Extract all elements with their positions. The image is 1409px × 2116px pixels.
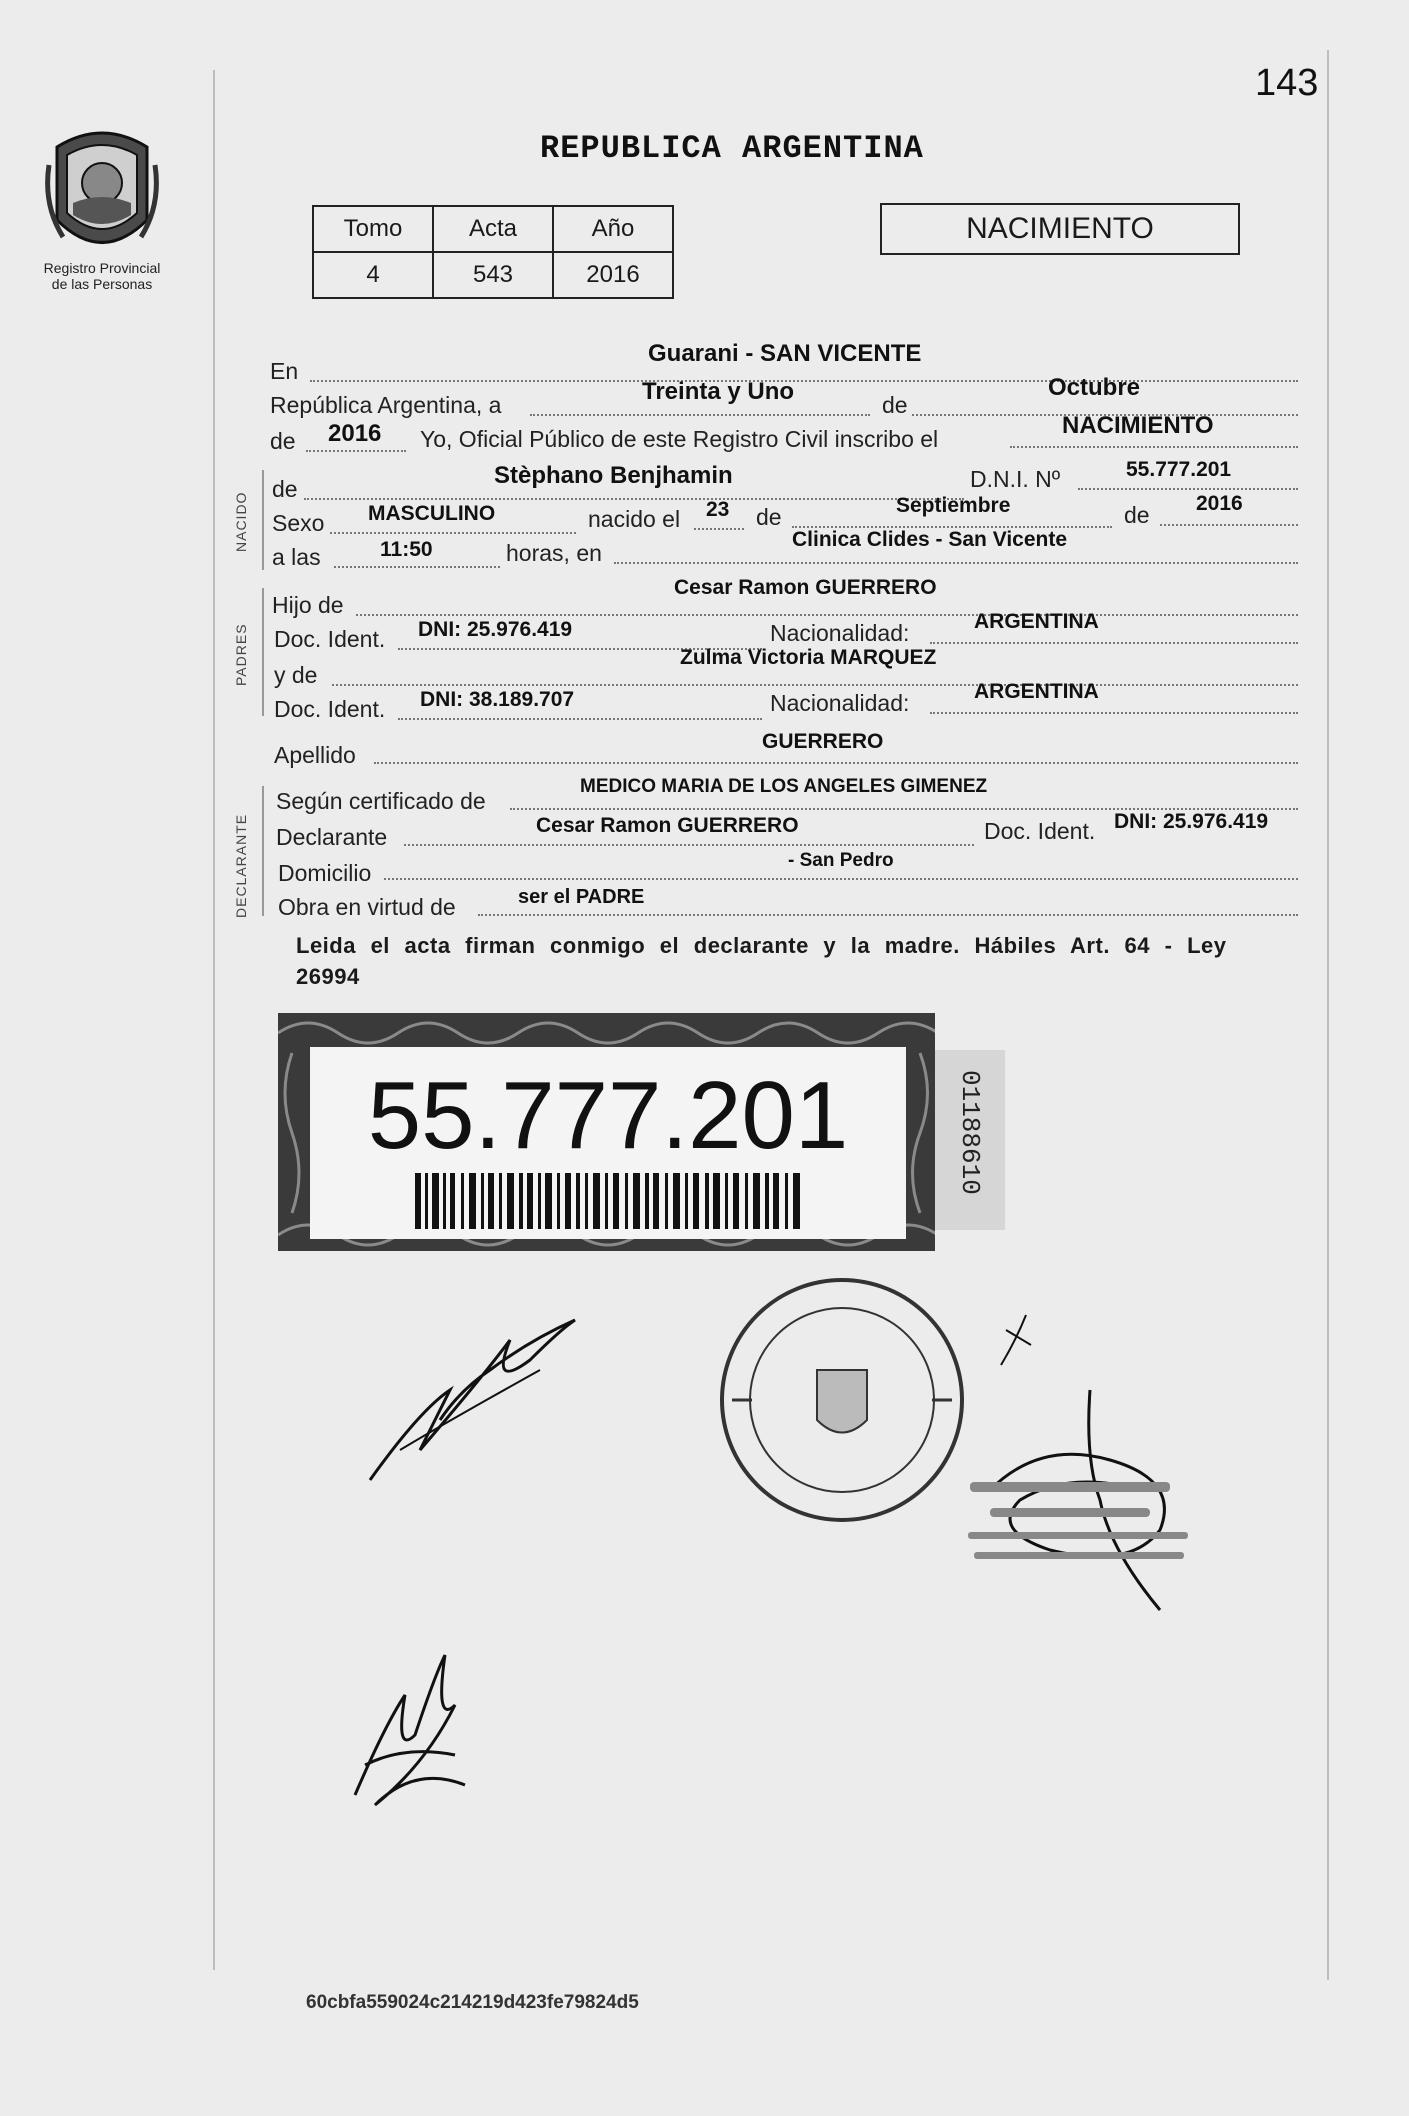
- lugar-nacimiento-value: Clinica Clides - San Vicente: [792, 528, 1068, 551]
- de-label: de: [270, 428, 296, 454]
- dots: [310, 378, 1298, 382]
- segun-certificado-label: Según certificado de: [276, 788, 486, 814]
- tomo-value: 4: [313, 252, 433, 298]
- doc-ident-label: Doc. Ident.: [274, 626, 386, 652]
- nacimiento-mes-value: Septiembre: [896, 494, 1011, 517]
- padre-dni-value: DNI: 25.976.419: [418, 618, 573, 641]
- dots: [1160, 522, 1298, 526]
- signature-bottom-icon: [345, 1635, 485, 1825]
- republica-label: República Argentina, a: [270, 392, 502, 418]
- dots: [478, 912, 1298, 916]
- obra-en-virtud-label: Obra en virtud de: [278, 894, 456, 920]
- nacimiento-anio-value: 2016: [1196, 492, 1243, 515]
- hijo-de-label: Hijo de: [272, 592, 344, 618]
- domicilio-value: - San Pedro: [788, 850, 894, 871]
- dots: [930, 640, 1298, 644]
- declarante-side-label: DECLARANTE: [233, 813, 249, 918]
- dots: [1010, 444, 1298, 448]
- barcode-number: 55.777.201: [367, 1062, 849, 1169]
- small-mark-icon: [996, 1310, 1036, 1370]
- barcode-bars-icon: [415, 1173, 805, 1229]
- localidad-value: Guarani - SAN VICENTE: [648, 340, 922, 367]
- dni-label: D.N.I. Nº: [970, 466, 1061, 492]
- logo-caption-line2: de las Personas: [51, 276, 153, 292]
- nacido-side-label: NACIDO: [233, 491, 249, 552]
- madre-dni-value: DNI: 38.189.707: [420, 688, 575, 711]
- declarante-label: Declarante: [276, 824, 388, 850]
- tomo-header: Tomo: [313, 206, 433, 252]
- a-las-label: a las: [272, 544, 321, 570]
- declarante-dni-value: DNI: 25.976.419: [1114, 810, 1269, 833]
- official-round-stamp-icon: [712, 1270, 972, 1530]
- de-label: de: [272, 476, 298, 502]
- y-de-label: y de: [274, 662, 318, 688]
- dots: [332, 682, 1298, 686]
- declarante-bracket: [262, 786, 264, 916]
- logo-caption-line1: Registro Provincial: [43, 260, 161, 276]
- padre-nombre-value: Cesar Ramon GUERRERO: [674, 576, 937, 599]
- acta-value: 543: [433, 252, 553, 298]
- madre-nombre-value: Zulma Victoria MARQUEZ: [680, 646, 937, 669]
- dni-barcode-sticker: [278, 1013, 935, 1251]
- dni-value: 55.777.201: [1126, 458, 1232, 481]
- dots: [930, 710, 1298, 714]
- barcode-label: [310, 1047, 906, 1239]
- nacionalidad-label: Nacionalidad:: [770, 690, 910, 716]
- left-margin-line: [213, 70, 215, 1970]
- dots: [1078, 486, 1298, 490]
- closing-note: Leida el acta firman conmigo el declarante y la madre. Hábiles Art. 64 - Ley 26994: [296, 933, 1227, 989]
- dots: [334, 564, 500, 568]
- doc-ident-label: Doc. Ident.: [274, 696, 386, 722]
- inscripcion-tipo-value: NACIMIENTO: [1062, 412, 1214, 439]
- serial-number-strip: [935, 1050, 1005, 1230]
- dots: [694, 526, 744, 530]
- padres-side-label: PADRES: [233, 623, 249, 686]
- apellido-label: Apellido: [274, 742, 356, 768]
- anio-inscripcion-value: 2016: [328, 420, 382, 447]
- acta-header: Acta: [433, 206, 553, 252]
- obra-value: ser el PADRE: [518, 886, 645, 908]
- dia-value: Treinta y Uno: [642, 378, 795, 405]
- nacimiento-dia-value: 23: [706, 498, 730, 521]
- declarante-nombre-value: Cesar Ramon GUERRERO: [536, 814, 799, 837]
- registry-logo: [38, 125, 166, 292]
- dots: [404, 842, 974, 846]
- domicilio-label: Domicilio: [278, 860, 372, 886]
- anio-header: Año: [553, 206, 673, 252]
- dots: [356, 612, 1298, 616]
- de-label: de: [1124, 502, 1150, 528]
- provincial-seal-icon: [43, 125, 161, 260]
- sexo-value: MASCULINO: [368, 502, 496, 525]
- signature-left-icon: [360, 1300, 580, 1490]
- dots: [304, 496, 964, 500]
- nacido-bracket: [262, 470, 264, 570]
- declarante-doc-label: Doc. Ident.: [984, 818, 1096, 844]
- apellido-value: GUERRERO: [762, 730, 884, 753]
- right-margin-line: [1327, 50, 1329, 1980]
- dots: [330, 530, 576, 534]
- oficial-text: Yo, Oficial Público de este Registro Civil inscribo el: [420, 426, 939, 452]
- en-label: En: [270, 358, 299, 384]
- hora-value: 11:50: [380, 538, 433, 561]
- dots: [398, 716, 762, 720]
- anio-value: 2016: [553, 252, 673, 298]
- serial-number: 01188610: [955, 1070, 985, 1195]
- de-label: de: [756, 504, 782, 530]
- officer-stamp-text-icon: [960, 1470, 1220, 1580]
- de-label: de: [882, 392, 908, 418]
- dots: [530, 412, 870, 416]
- horas-en-label: horas, en: [506, 540, 602, 566]
- padre-nacionalidad-value: ARGENTINA: [974, 610, 1099, 633]
- document-hash: 60cbfa559024c214219d423fe79824d5: [306, 1992, 639, 2013]
- dots: [614, 560, 1298, 564]
- record-reference-table: [312, 205, 674, 299]
- sexo-label: Sexo: [272, 510, 325, 536]
- dots: [384, 876, 1298, 880]
- nacido-el-label: nacido el: [588, 506, 681, 532]
- page-number: 143: [1255, 62, 1319, 104]
- nombre-value: Stèphano Benjhamin: [494, 462, 733, 489]
- padres-bracket: [262, 588, 264, 716]
- madre-nacionalidad-value: ARGENTINA: [974, 680, 1099, 703]
- dots: [374, 760, 1298, 764]
- certificado-medico-value: MEDICO MARIA DE LOS ANGELES GIMENEZ: [580, 776, 988, 797]
- nacionalidad-label: Nacionalidad:: [770, 620, 910, 646]
- dots: [306, 448, 406, 452]
- record-type-box: NACIMIENTO: [880, 203, 1240, 255]
- document-title: REPUBLICA ARGENTINA: [540, 130, 924, 167]
- mes-value: Octubre: [1048, 374, 1141, 401]
